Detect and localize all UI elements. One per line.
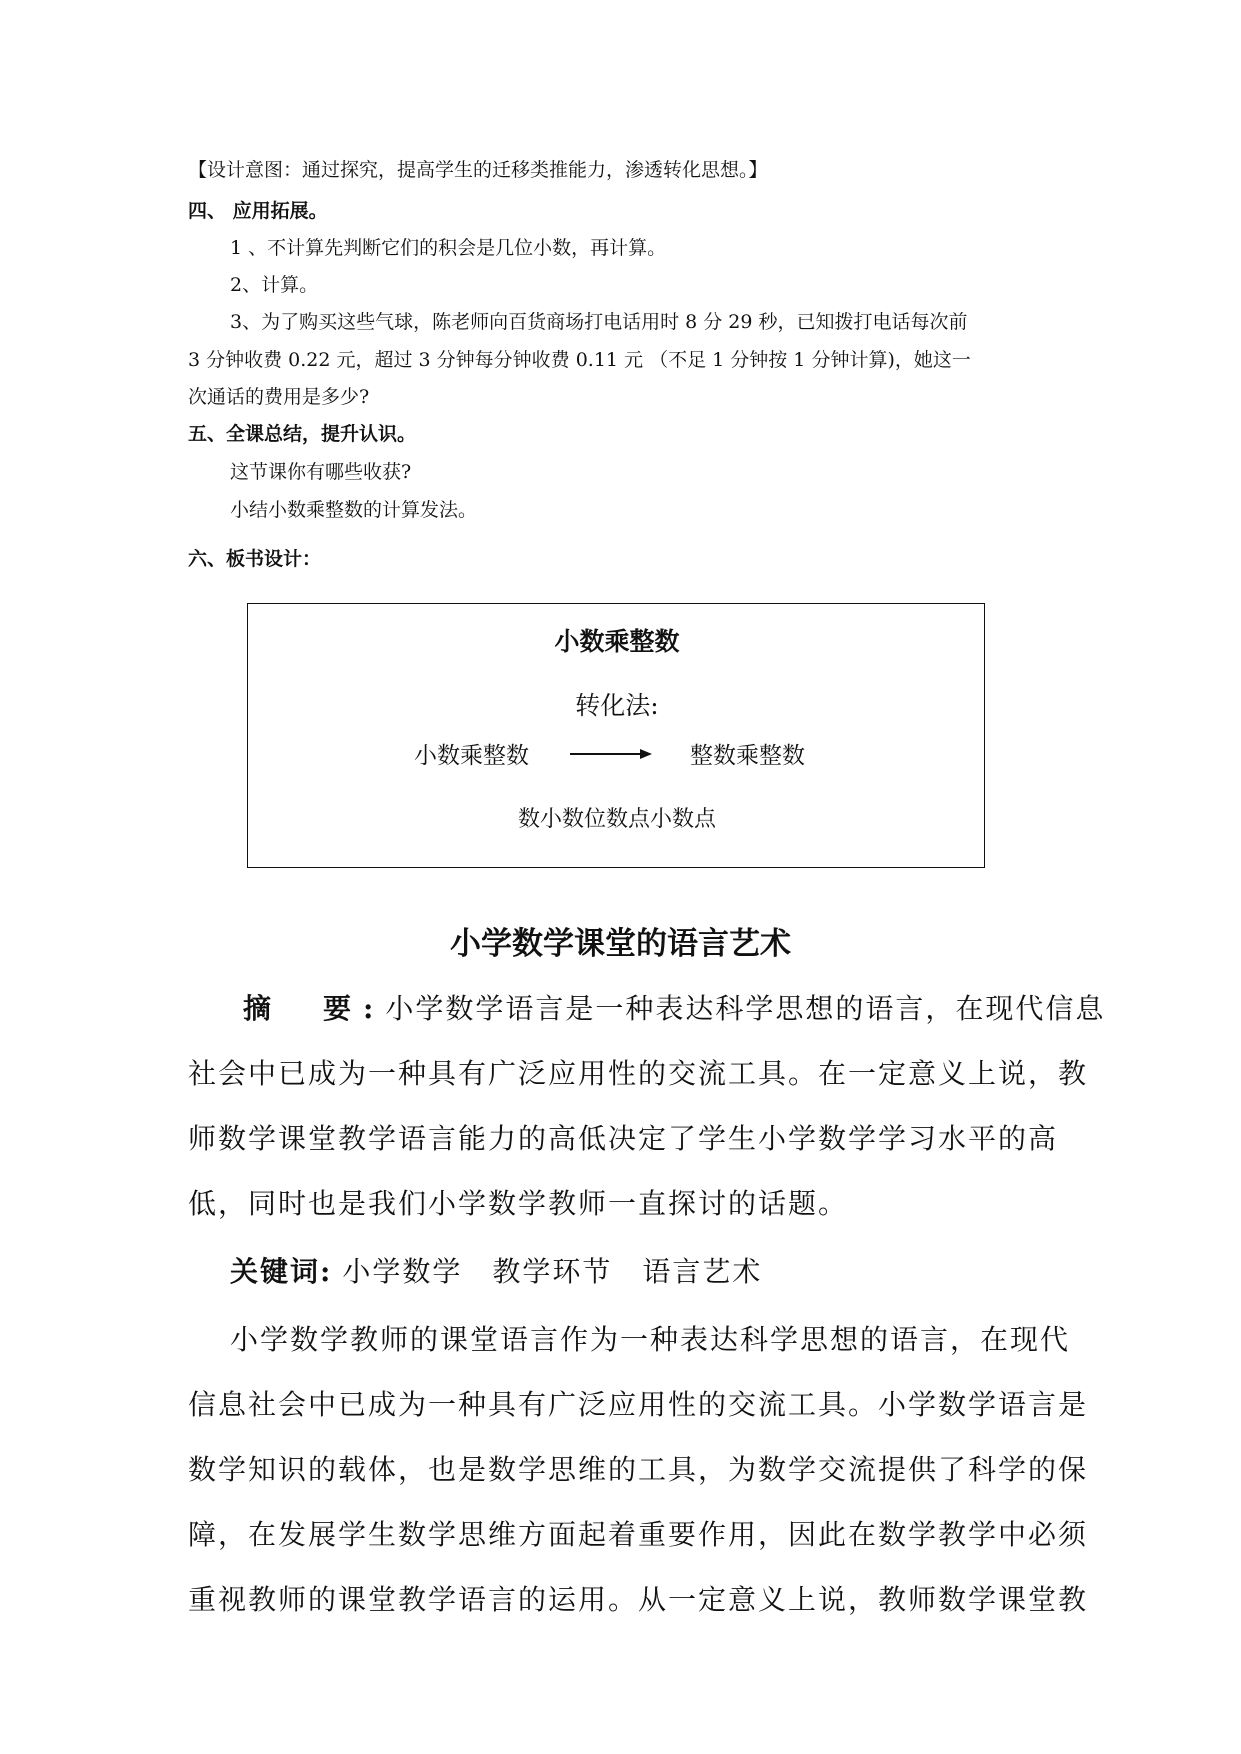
article-title: 小学数学课堂的语言艺术 bbox=[450, 926, 791, 961]
body-line-2: 信息社会中已成为一种具有广泛应用性的交流工具。小学数学语言是 bbox=[188, 1388, 1089, 1421]
design-intent: 【设计意图：通过探究，提高学生的迁移类推能力，渗透转化思想。】 bbox=[188, 159, 768, 181]
exercise-3-line-2: 3 分钟收费 0.22 元，超过 3 分钟每分钟收费 0.11 元 （不足 1 分钟按 1 分钟计算)，她这一 bbox=[188, 349, 971, 371]
exercise-3-line-3: 次通话的费用是多少? bbox=[188, 386, 370, 408]
section-5-heading: 五、全课总结，提升认识。 bbox=[188, 423, 417, 445]
body-line-3: 数学知识的载体，也是数学思维的工具，为数学交流提供了科学的保 bbox=[188, 1453, 1089, 1486]
exercise-1: 1 、不计算先判断它们的积会是几位小数，再计算。 bbox=[230, 237, 667, 259]
body-line-5: 重视教师的课堂教学语言的运用。从一定意义上说，教师数学课堂教 bbox=[188, 1583, 1089, 1616]
abstract-text-line-4: 低，同时也是我们小学数学教师一直探讨的话题。 bbox=[188, 1187, 849, 1220]
abstract-label: 摘 要: bbox=[243, 992, 386, 1025]
exercise-3-line-1: 3、为了购买这些气球，陈老师向百货商场打电话用时 8 分 29 秒，已知拨打电话每次前 bbox=[230, 311, 968, 333]
board-method: 转化法: bbox=[575, 691, 659, 720]
board-right-term: 整数乘整数 bbox=[690, 743, 805, 769]
body-line-4: 障，在发展学生数学思维方面起着重要作用，因此在数学教学中必须 bbox=[188, 1518, 1089, 1551]
exercise-2: 2、计算。 bbox=[230, 274, 319, 296]
board-left-term: 小数乘整数 bbox=[414, 743, 529, 769]
right-arrow-icon bbox=[568, 746, 654, 762]
keywords-line bbox=[230, 1250, 762, 1290]
board-bottom-note: 数小数位数点小数点 bbox=[517, 807, 716, 832]
summary-line-2: 小结小数乘整数的计算发法。 bbox=[230, 499, 478, 521]
section-4-heading: 四、 应用拓展。 bbox=[188, 200, 328, 222]
keywords-label: 关键词: bbox=[230, 1255, 333, 1288]
summary-line-1: 这节课你有哪些收获? bbox=[230, 461, 412, 483]
body-line-1: 小学数学教师的课堂语言作为一种表达科学思想的语言，在现代 bbox=[230, 1323, 1071, 1356]
abstract-first-line bbox=[243, 987, 1105, 1027]
keywords-value: 小学数学 教学环节 语言艺术 bbox=[342, 1255, 763, 1288]
abstract-text-line-1: 小学数学语言是一种表达科学思想的语言，在现代信息 bbox=[385, 992, 1106, 1025]
board-title: 小数乘整数 bbox=[554, 628, 680, 656]
section-6-heading: 六、板书设计： bbox=[188, 548, 322, 570]
blackboard-design-box bbox=[247, 603, 985, 868]
abstract-text-line-3: 师数学课堂教学语言能力的高低决定了学生小学数学学习水平的高 bbox=[188, 1122, 1059, 1155]
abstract-text-line-2: 社会中已成为一种具有广泛应用性的交流工具。在一定意义上说，教 bbox=[188, 1057, 1089, 1090]
